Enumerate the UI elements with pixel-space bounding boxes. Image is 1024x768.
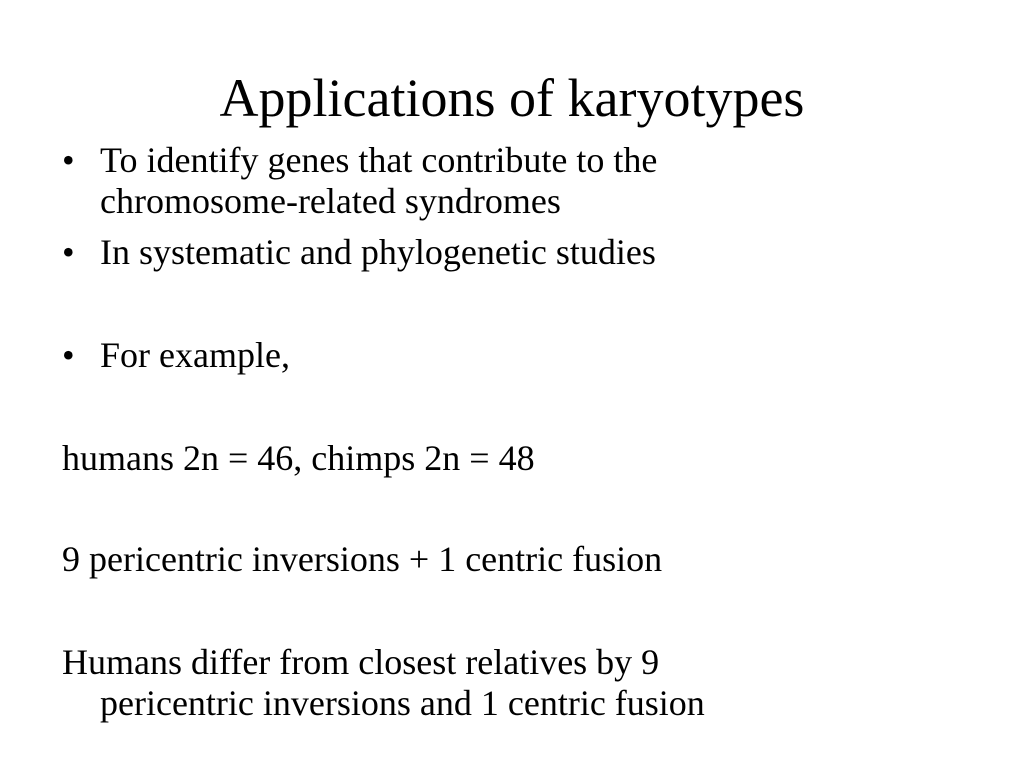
- bullet-marker: •: [62, 335, 75, 375]
- bullet-text: In systematic and phylogenetic studies: [100, 232, 656, 272]
- bullet-text: To identify genes that contribute to the: [100, 140, 658, 180]
- slide-title: Applications of karyotypes: [219, 68, 805, 128]
- bullet-text-continuation: chromosome-related syndromes: [100, 181, 561, 221]
- paragraph-text: 9 pericentric inversions + 1 centric fusion: [62, 539, 663, 579]
- bullet-marker: •: [62, 140, 75, 180]
- paragraph-text-continuation: pericentric inversions and 1 centric fusion: [100, 683, 705, 723]
- bullet-marker: •: [62, 232, 75, 272]
- paragraph-text: humans 2n = 46, chimps 2n = 48: [62, 438, 535, 478]
- paragraph-text: Humans differ from closest relatives by 9: [62, 642, 660, 682]
- bullet-text: For example,: [100, 335, 290, 375]
